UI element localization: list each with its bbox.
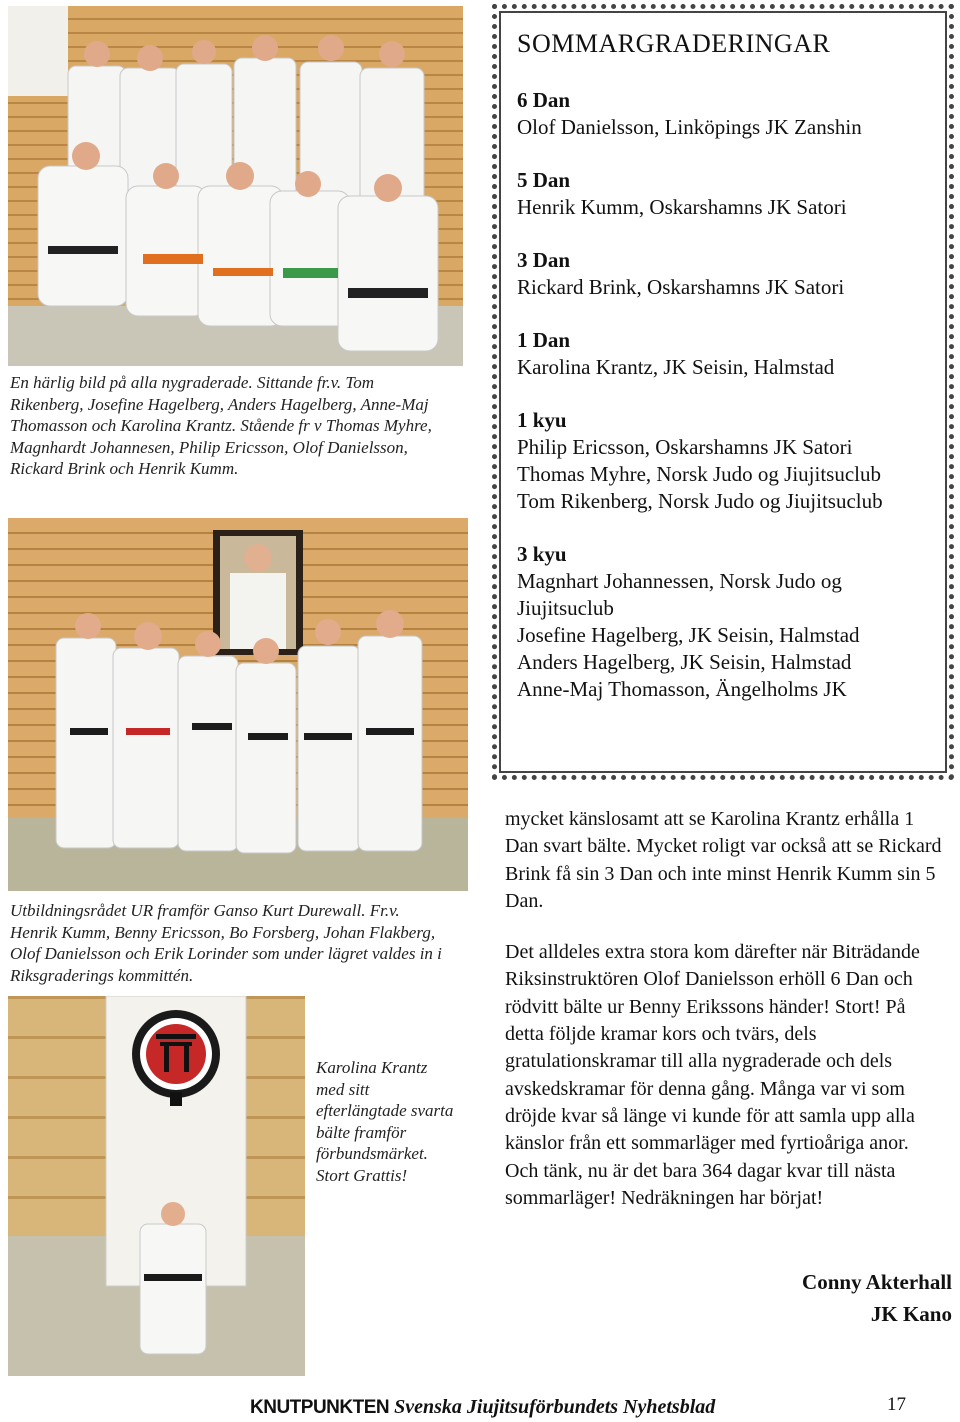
grade-recipient: Josefine Hagelberg, JK Seisin, Halmstad bbox=[517, 623, 860, 647]
footer-subtitle: Svenska Jiujitsuförbundets Nyhetsblad bbox=[394, 1396, 716, 1418]
page-footer bbox=[250, 1396, 930, 1419]
grade-rank: 6 Dan bbox=[517, 88, 571, 112]
author-club: JK Kano bbox=[870, 1302, 952, 1326]
grade-rank: 3 kyu bbox=[517, 542, 567, 566]
committee-photo-caption: Utbildningsrådet UR framför Ganso Kurt Durewall. Fr.v. Henrik Kumm, Benny Ericsson, Bo Forsberg, Johan Flakberg, Olof Danielsson och Erik Lorinder som under lägret valdes in i Riksgraderings kommittén. bbox=[10, 901, 442, 985]
grade-recipient: Magnhart Johannessen, Norsk Judo og Jiujitsuclub bbox=[517, 569, 842, 620]
grade-recipient: Rickard Brink, Oskarshamns JK Satori bbox=[517, 275, 845, 299]
grade-block bbox=[517, 87, 935, 141]
article-body bbox=[505, 806, 945, 1236]
grade-recipient: Philip Ericsson, Oskarshamns JK Satori bbox=[517, 435, 853, 459]
grade-recipient: Olof Danielsson, Linköpings JK Zanshin bbox=[517, 115, 862, 139]
committee-photo bbox=[8, 518, 468, 891]
grade-recipient: Anders Hagelberg, JK Seisin, Halmstad bbox=[517, 650, 852, 674]
group-photo bbox=[8, 6, 463, 366]
article-paragraph-2: Det alldeles extra stora kom därefter när Biträdande Riksinstruktören Olof Danielsson erhöll 6 Dan och rödvitt bälte ur Benny Erikssons händer! Stort! På detta följde kramar kors och tvärs, dels gratulationskramar till alla nygraderade och dels avskedskramar för denna gång. Många var vi som dröjde kvar så länge vi kunde för att samla upp alla känslor från ett sommarläger med fyrtioåriga anor. Och tänk, nu är det bara 364 dagar kvar till nästa sommarläger! Nedräkningen har börjat! bbox=[505, 941, 920, 1209]
grade-recipient: Anne-Maj Thomasson, Ängelholms JK bbox=[517, 677, 847, 701]
page-number: 17 bbox=[887, 1394, 906, 1415]
grade-recipient: Tom Rikenberg, Norsk Judo og Jiujitsuclub bbox=[517, 489, 883, 513]
article-paragraph-1: mycket känslosamt att se Karolina Krantz erhålla 1 Dan svart bälte. Mycket roligt var också att se Rickard Brink få sin 3 Dan och inte minst Henrik Kumm sin 5 Dan. bbox=[505, 808, 942, 912]
grade-rank: 3 Dan bbox=[517, 248, 571, 272]
grades-title: SOMMARGRADERINGAR bbox=[517, 29, 831, 58]
grade-block bbox=[517, 247, 935, 301]
grade-block bbox=[517, 541, 935, 703]
footer-brand: KNUTPUNKTEN bbox=[250, 1397, 390, 1418]
karolina-photo bbox=[8, 996, 305, 1376]
grade-block bbox=[517, 407, 935, 515]
grade-rank: 5 Dan bbox=[517, 168, 571, 192]
group-photo-caption: En härlig bild på alla nygraderade. Sittande fr.v. Tom Rikenberg, Josefine Hagelberg, Anders Hagelberg, Anne-Maj Thomasson och Karolina Krantz. Stående fr v Thomas Myhre, Magnhardt Johannesen, Philip Ericsson, Olof Danielsson, Rickard Brink och Henrik Kumm. bbox=[10, 373, 432, 478]
karolina-photo-caption: Karolina Krantz med sitt efterlängtade svarta bälte framför förbundsmärket. Stort Grattis! bbox=[316, 1058, 454, 1185]
grade-block bbox=[517, 327, 935, 381]
grade-recipient: Karolina Krantz, JK Seisin, Halmstad bbox=[517, 355, 835, 379]
grade-rank: 1 Dan bbox=[517, 328, 571, 352]
grade-block bbox=[517, 167, 935, 221]
grade-rank: 1 kyu bbox=[517, 408, 567, 432]
grades-box bbox=[492, 4, 954, 780]
author-name: Conny Akterhall bbox=[802, 1270, 952, 1294]
grade-recipient: Thomas Myhre, Norsk Judo og Jiujitsuclub bbox=[517, 462, 881, 486]
grade-recipient: Henrik Kumm, Oskarshamns JK Satori bbox=[517, 195, 847, 219]
